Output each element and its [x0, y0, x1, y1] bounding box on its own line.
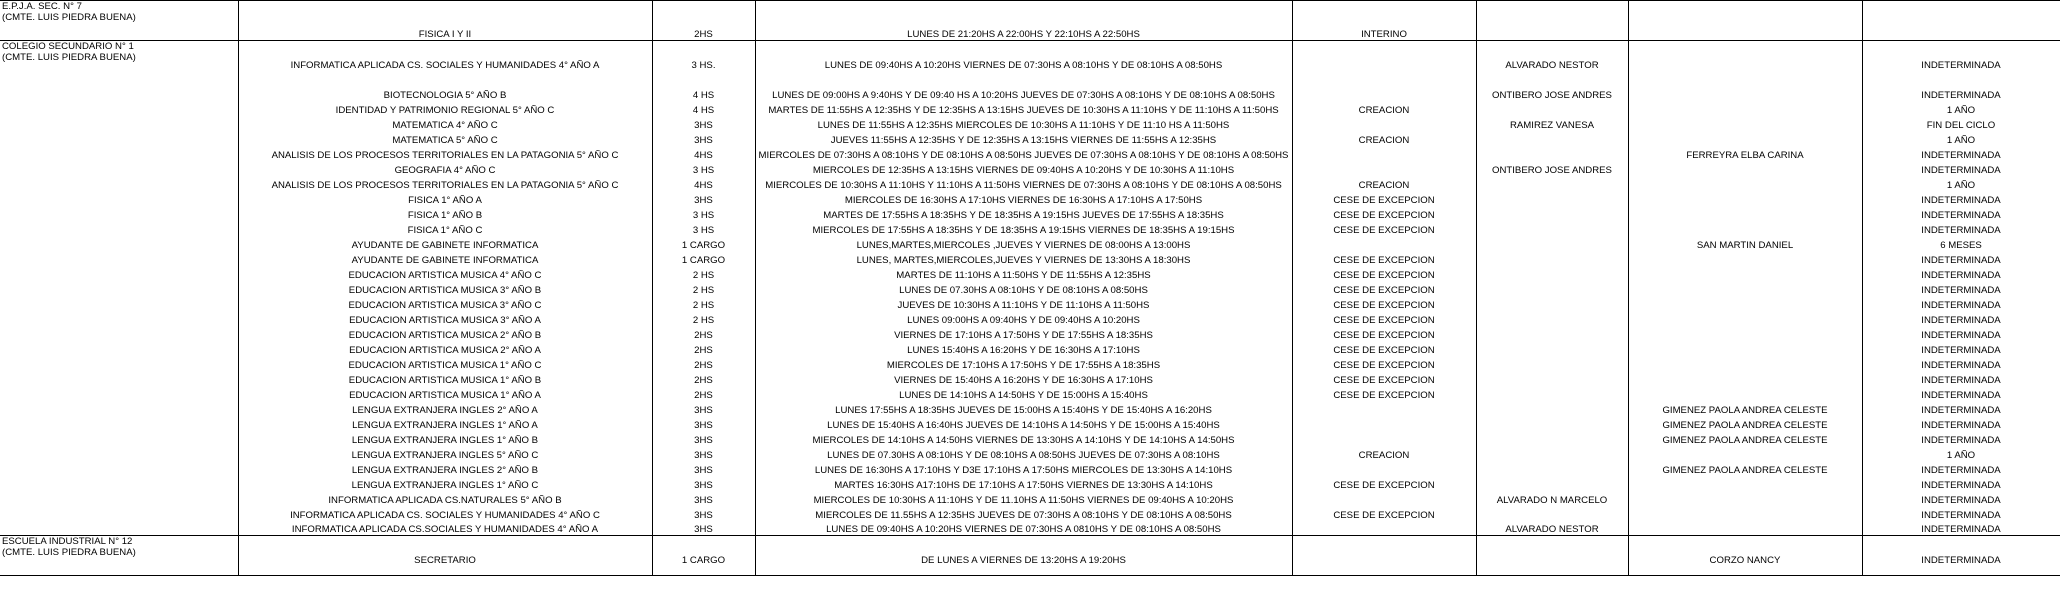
hours-cell: 2HS: [694, 374, 713, 386]
term-cell: 1 AÑO: [1946, 179, 1976, 191]
teacher-cell: [1476, 446, 1628, 461]
subject-cell: EDUCACION ARTISTICA MUSICA 1° AÑO A: [349, 389, 541, 401]
school-name-line: (CMTE. LUIS PIEDRA BUENA): [2, 12, 136, 23]
schedule-cell: MIERCOLES DE 16:30HS A 17:10HS VIERNES DE 16:30HS A 17:10HS A 17:50HS: [844, 194, 1203, 206]
table-row: [0, 491, 2060, 506]
situation-cell: CESE DE EXCEPCION: [1333, 224, 1435, 236]
subject-cell: INFORMATICA APLICADA CS.SOCIALES Y HUMANIDADES 4° AÑO A: [291, 524, 599, 535]
hours-cell: 2 HS: [692, 284, 715, 296]
subject-cell: ANALISIS DE LOS PROCESOS TERRITORIALES EN LA PATAGONIA 5° AÑO C: [271, 179, 619, 191]
teacher-cell: [1476, 266, 1628, 281]
subject-cell: INFORMATICA APLICADA CS. SOCIALES Y HUMANIDADES 4° AÑO C: [290, 509, 600, 521]
teacher-alt-cell: [1628, 206, 1862, 221]
teacher-alt-cell: [1628, 131, 1862, 146]
term-cell: INDETERMINADA: [1921, 149, 2001, 161]
term-cell: 1 AÑO: [1946, 104, 1976, 116]
situation-cell: [1292, 416, 1476, 431]
term-cell: INDETERMINADA: [1921, 254, 2001, 266]
term-cell: INDETERMINADA: [1921, 404, 2001, 416]
subject-cell: LENGUA EXTRANJERA INGLES 5° AÑO C: [351, 449, 539, 461]
term-cell: INDETERMINADA: [1921, 434, 2001, 446]
situation-cell: CESE DE EXCEPCION: [1333, 194, 1435, 206]
situation-cell: [1292, 491, 1476, 506]
subject-cell: INFORMATICA APLICADA CS. SOCIALES Y HUMANIDADES 4° AÑO A: [238, 41, 652, 71]
table-row: [0, 311, 2060, 326]
subject-cell: LENGUA EXTRANJERA INGLES 1° AÑO B: [351, 434, 539, 446]
situation-cell: CESE DE EXCEPCION: [1333, 344, 1435, 356]
table-row: [0, 206, 2060, 221]
schedule-cell: LUNES 09:00HS A 09:40HS Y DE 09:40HS A 10:20HS: [907, 314, 1140, 326]
column-divider: [1628, 0, 1629, 575]
teacher-cell: [1476, 431, 1628, 446]
hours-cell: 3HS: [694, 404, 713, 416]
subject-cell: MATEMATICA 5° AÑO C: [392, 134, 498, 146]
teacher-alt-cell: GIMENEZ PAOLA ANDREA CELESTE: [1662, 464, 1828, 476]
teacher-alt-cell: [1628, 296, 1862, 311]
table-bottom-border: [0, 575, 2060, 576]
subject-cell: EDUCACION ARTISTICA MUSICA 3° AÑO B: [348, 284, 542, 296]
term-cell: INDETERMINADA: [1921, 509, 2001, 521]
table-row: [0, 101, 2060, 116]
hours-cell: 3HS: [694, 494, 713, 506]
teacher-cell: [1476, 296, 1628, 311]
situation-cell: CREACION: [1358, 449, 1410, 461]
term-cell: INDETERMINADA: [1921, 314, 2001, 326]
teacher-alt-cell: [1628, 221, 1862, 236]
subject-cell: LENGUA EXTRANJERA INGLES 2° AÑO A: [352, 404, 538, 416]
hours-cell: 3HS: [694, 119, 713, 131]
subject-cell: BIOTECNOLOGIA 5° AÑO B: [383, 89, 507, 101]
term-cell: INDETERMINADA: [1921, 269, 2001, 281]
teacher-cell: ONTIBERO JOSE ANDRES: [1492, 164, 1612, 176]
schedule-cell: JUEVES 11:55HS A 12:35HS Y DE 12:35HS A 13:15HS VIERNES DE 11:55HS A 12:35HS: [830, 134, 1217, 146]
hours-cell: 2 HS: [692, 314, 715, 326]
subject-cell: EDUCACION ARTISTICA MUSICA 2° AÑO B: [348, 329, 542, 341]
teacher-alt-cell: [1628, 326, 1862, 341]
schedule-cell: VIERNES DE 15:40HS A 16:20HS Y DE 16:30HS A 17:10HS: [894, 374, 1153, 386]
schedule-cell: LUNES DE 11:55HS A 12:35HS MIERCOLES DE 10:30HS A 11:10HS Y DE 11:10 HS A 11:50HS: [817, 119, 1230, 131]
situation-cell: [1292, 521, 1476, 536]
teacher-cell: [1476, 236, 1628, 251]
teacher-alt-cell: [1628, 356, 1862, 371]
teacher-alt-cell: [1628, 266, 1862, 281]
table-row: [0, 401, 2060, 416]
table-row: [0, 416, 2060, 431]
table-row: [0, 431, 2060, 446]
teacher-alt-cell: [1628, 476, 1862, 491]
table-row: [0, 1, 2060, 41]
teacher-cell: [1476, 281, 1628, 296]
subject-cell: MATEMATICA 4° AÑO C: [392, 119, 498, 131]
teacher-cell: [1476, 191, 1628, 206]
term-cell: 1 AÑO: [1946, 134, 1976, 146]
teacher-alt-cell: [1628, 41, 1862, 71]
table-row: [0, 461, 2060, 476]
term-cell: INDETERMINADA: [1921, 419, 2001, 431]
teacher-alt-cell: [1628, 191, 1862, 206]
schedule-cell: LUNES DE 16:30HS A 17:10HS Y D3E 17:10HS A 17:50HS MIERCOLES DE 13:30HS A 14:10HS: [814, 464, 1233, 476]
hours-cell: 3HS: [694, 479, 713, 491]
situation-cell: CREACION: [1358, 134, 1410, 146]
table-row: [0, 281, 2060, 296]
schedule-cell: MIERCOLES DE 17:55HS A 18:35HS Y DE 18:35HS A 19:15HS VIERNES DE 18:35HS A 19:15HS: [812, 224, 1235, 236]
term-cell: 1 AÑO: [1946, 449, 1976, 461]
situation-cell: CESE DE EXCEPCION: [1333, 374, 1435, 386]
situation-cell: CESE DE EXCEPCION: [1333, 284, 1435, 296]
column-divider: [1292, 0, 1293, 575]
schedule-cell: MARTES DE 17:55HS A 18:35HS Y DE 18:35HS A 19:15HS JUEVES DE 17:55HS A 18:35HS: [823, 209, 1224, 221]
hours-cell: 3 HS: [692, 164, 715, 176]
table-row: [0, 146, 2060, 161]
table-row: [0, 41, 2060, 71]
teacher-alt-cell: [1628, 371, 1862, 386]
subject-cell: GEOGRAFIA 4° AÑO C: [394, 164, 496, 176]
subject-cell: EDUCACION ARTISTICA MUSICA 4° AÑO C: [348, 269, 542, 281]
teacher-cell: [1476, 221, 1628, 236]
school-name-line: (CMTE. LUIS PIEDRA BUENA): [2, 547, 136, 558]
table-row: [0, 506, 2060, 521]
teacher-cell: [1476, 356, 1628, 371]
teacher-alt-cell: [1628, 311, 1862, 326]
schedule-cell: LUNES DE 09:40HS A 10:20HS VIERNES DE 07:30HS A 08:10HS Y DE 08:10HS A 08:50HS: [755, 41, 1292, 71]
situation-cell: CESE DE EXCEPCION: [1333, 314, 1435, 326]
schedule-cell: MIERCOLES DE 07:30HS A 08:10HS Y DE 08:10HS A 08:50HS JUEVES DE 07:30HS A 08:10HS Y DE 08:10HS A 08:50HS: [758, 149, 1289, 161]
situation-cell: INTERINO: [1292, 1, 1476, 41]
hours-cell: 4HS: [694, 149, 713, 161]
table-row: [0, 356, 2060, 371]
teacher-alt-cell: [1628, 251, 1862, 266]
situation-cell: CESE DE EXCEPCION: [1333, 329, 1435, 341]
schedule-cell: MIERCOLES DE 17:10HS A 17:50HS Y DE 17:55HS A 18:35HS: [886, 359, 1161, 371]
situation-cell: CESE DE EXCEPCION: [1333, 254, 1435, 266]
subject-cell: AYUDANTE DE GABINETE INFORMATICA: [351, 239, 539, 251]
term-cell: INDETERMINADA: [1862, 536, 2060, 566]
teacher-alt-cell: GIMENEZ PAOLA ANDREA CELESTE: [1662, 419, 1828, 431]
hours-cell: 3HS: [694, 524, 713, 535]
situation-cell: [1292, 116, 1476, 131]
teacher-alt-cell: [1628, 341, 1862, 356]
situation-cell: [1292, 236, 1476, 251]
teacher-alt-cell: [1628, 101, 1862, 116]
term-cell: INDETERMINADA: [1921, 284, 2001, 296]
subject-cell: FISICA I Y II: [238, 1, 652, 41]
hours-cell: 2HS: [694, 329, 713, 341]
term-cell: FIN DEL CICLO: [1926, 119, 1996, 131]
teacher-cell: [1476, 176, 1628, 191]
subject-cell: SECRETARIO: [238, 536, 652, 566]
subject-cell: LENGUA EXTRANJERA INGLES 2° AÑO B: [351, 464, 539, 476]
subject-cell: FISICA 1° AÑO A: [408, 194, 482, 206]
hours-cell: 1 CARGO: [681, 254, 726, 266]
school-name-cell: [0, 41, 238, 536]
teacher-alt-cell: [1628, 116, 1862, 131]
schedule-cell: MIERCOLES DE 10:30HS A 11:10HS Y DE 11.10HS A 11:50HS VIERNES DE 09:40HS A 10:20HS: [813, 494, 1234, 506]
teacher-cell: [1476, 371, 1628, 386]
subject-cell: FISICA 1° AÑO C: [407, 224, 483, 236]
subject-cell: FISICA 1° AÑO B: [407, 209, 483, 221]
term-cell: INDETERMINADA: [1921, 89, 2001, 101]
situation-cell: [1292, 71, 1476, 101]
teacher-cell: [1476, 131, 1628, 146]
term-cell: INDETERMINADA: [1921, 164, 2001, 176]
term-cell: [1862, 1, 2060, 41]
schedule-cell: MIERCOLES DE 14:10HS A 14:50HS VIERNES DE 13:30HS A 14:10HS Y DE 14:10HS A 14:50HS: [812, 434, 1235, 446]
teacher-alt-cell: [1628, 176, 1862, 191]
term-cell: INDETERMINADA: [1921, 359, 2001, 371]
table-row: [0, 476, 2060, 491]
hours-cell: 3HS: [694, 134, 713, 146]
teacher-alt-cell: FERREYRA ELBA CARINA: [1686, 149, 1804, 161]
table-row: [0, 386, 2060, 401]
term-cell: INDETERMINADA: [1921, 224, 2001, 236]
teacher-alt-cell: GIMENEZ PAOLA ANDREA CELESTE: [1662, 434, 1828, 446]
school-name-cell: [0, 536, 238, 566]
school-name-cell: [0, 1, 238, 41]
schedule-cell: JUEVES DE 10:30HS A 11:10HS Y DE 11:10HS A 11:50HS: [897, 299, 1150, 311]
teacher-alt-cell: [1628, 386, 1862, 401]
table-row: [0, 236, 2060, 251]
hours-cell: 1 CARGO: [681, 239, 726, 251]
teacher-alt-cell: GIMENEZ PAOLA ANDREA CELESTE: [1662, 404, 1828, 416]
table-row: [0, 191, 2060, 206]
schedule-cell: MARTES DE 11:10HS A 11:50HS Y DE 11:55HS A 12:35HS: [896, 269, 1151, 281]
teacher-cell: [1476, 251, 1628, 266]
column-divider: [1862, 0, 1863, 575]
table-row: [0, 446, 2060, 461]
term-cell: INDETERMINADA: [1921, 524, 2001, 535]
teacher-cell: [1476, 416, 1628, 431]
situation-cell: [1292, 146, 1476, 161]
teacher-alt-cell: [1628, 71, 1862, 101]
schedule-cell: LUNES DE 07.30HS A 08:10HS Y DE 08:10HS A 08:50HS JUEVES DE 07:30HS A 08:10HS: [827, 449, 1220, 461]
subject-cell: EDUCACION ARTISTICA MUSICA 3° AÑO C: [348, 299, 542, 311]
teacher-cell: [1476, 386, 1628, 401]
situation-cell: [1292, 536, 1476, 566]
term-cell: INDETERMINADA: [1921, 479, 2001, 491]
teacher-cell: [1476, 401, 1628, 416]
column-divider: [238, 0, 239, 575]
schedule-cell: LUNES DE 09:00HS A 9:40HS Y DE 09:40 HS A 10:20HS JUEVES DE 07:30HS A 08:10HS Y DE 08:10HS A 08:50HS: [772, 89, 1275, 101]
subject-cell: LENGUA EXTRANJERA INGLES 1° AÑO C: [351, 479, 539, 491]
teacher-cell: [1476, 476, 1628, 491]
teacher-cell: [1476, 101, 1628, 116]
teacher-cell: [1476, 506, 1628, 521]
hours-cell: 2HS: [652, 1, 755, 41]
schedule-cell: LUNES DE 21:20HS A 22:00HS Y 22:10HS A 22:50HS: [755, 1, 1292, 41]
subject-cell: EDUCACION ARTISTICA MUSICA 1° AÑO C: [348, 359, 542, 371]
teacher-cell: ALVARADO NESTOR: [1505, 524, 1599, 535]
term-cell: INDETERMINADA: [1862, 41, 2060, 71]
hours-cell: 2 HS: [692, 299, 715, 311]
schedule-cell: LUNES,MARTES,MIERCOLES ,JUEVES Y VIERNES DE 08:00HS A 13:00HS: [856, 239, 1191, 251]
schedule-cell: LUNES, MARTES,MIERCOLES,JUEVES Y VIERNES DE 13:30HS A 18:30HS: [856, 254, 1191, 266]
school-name-line: ESCUELA INDUSTRIAL N° 12: [2, 536, 133, 547]
table-row: [0, 161, 2060, 176]
teacher-alt-cell: [1628, 521, 1862, 536]
teacher-cell: [1476, 341, 1628, 356]
teacher-cell: RAMIREZ VANESA: [1509, 119, 1595, 131]
teacher-alt-cell: [1628, 161, 1862, 176]
schedule-cell: LUNES DE 07.30HS A 08:10HS Y DE 08:10HS A 08:50HS: [899, 284, 1148, 296]
teacher-cell: [1476, 146, 1628, 161]
teacher-alt-cell: SAN MARTIN DANIEL: [1696, 239, 1794, 251]
table-row: [0, 341, 2060, 356]
table-row: [0, 536, 2060, 566]
schedule-cell: LUNES DE 09:40HS A 10:20HS VIERNES DE 07:30HS A 0810HS Y DE 08:10HS A 08:50HS: [826, 524, 1221, 535]
hours-cell: 3HS: [694, 419, 713, 431]
teacher-cell: [1476, 206, 1628, 221]
situation-cell: [1292, 461, 1476, 476]
schedule-cell: VIERNES DE 17:10HS A 17:50HS Y DE 17:55HS A 18:35HS: [894, 329, 1153, 341]
hours-cell: 2HS: [694, 359, 713, 371]
situation-cell: [1292, 401, 1476, 416]
hours-cell: 3 HS: [692, 209, 715, 221]
term-cell: INDETERMINADA: [1921, 299, 2001, 311]
hours-cell: 3HS: [694, 194, 713, 206]
hours-cell: 2HS: [694, 389, 713, 401]
subject-cell: ANALISIS DE LOS PROCESOS TERRITORIALES EN LA PATAGONIA 5° AÑO C: [271, 149, 619, 161]
school-name-line: (CMTE. LUIS PIEDRA BUENA): [2, 52, 136, 63]
table-row: [0, 266, 2060, 281]
table-row: [0, 131, 2060, 146]
situation-cell: CESE DE EXCEPCION: [1333, 209, 1435, 221]
table-row: [0, 221, 2060, 236]
situation-cell: CESE DE EXCEPCION: [1333, 389, 1435, 401]
schedule-cell: LUNES 17:55HS A 18:35HS JUEVES DE 15:00HS A 15:40HS Y DE 15:40HS A 16:20HS: [835, 404, 1212, 416]
hours-cell: 3HS: [694, 509, 713, 521]
situation-cell: CREACION: [1358, 179, 1410, 191]
teacher-cell: [1476, 461, 1628, 476]
subject-cell: EDUCACION ARTISTICA MUSICA 3° AÑO A: [349, 314, 541, 326]
situation-cell: CESE DE EXCEPCION: [1333, 269, 1435, 281]
teacher-alt-cell: [1628, 491, 1862, 506]
term-cell: 6 MESES: [1940, 239, 1982, 251]
table-row: [0, 251, 2060, 266]
schedule-cell: MIERCOLES DE 10:30HS A 11:10HS Y 11:10HS A 11:50HS VIERNES DE 07:30HS A 08:10HS Y DE 08:10HS A 08:50HS: [765, 179, 1282, 191]
subject-cell: IDENTIDAD Y PATRIMONIO REGIONAL 5° AÑO C: [335, 104, 555, 116]
hours-cell: 3 HS.: [652, 41, 755, 71]
schedule-cell: DE LUNES A VIERNES DE 13:20HS A 19:20HS: [755, 536, 1292, 566]
teacher-alt-cell: [1628, 281, 1862, 296]
term-cell: INDETERMINADA: [1921, 329, 2001, 341]
hours-cell: 3HS: [694, 434, 713, 446]
teacher-cell: ALVARADO N MARCELO: [1496, 494, 1608, 506]
situation-cell: [1292, 161, 1476, 176]
subject-cell: EDUCACION ARTISTICA MUSICA 1° AÑO B: [348, 374, 542, 386]
situation-cell: [1292, 41, 1476, 71]
term-cell: INDETERMINADA: [1921, 494, 2001, 506]
hours-cell: 4 HS: [692, 104, 715, 116]
hours-cell: 2 HS: [692, 269, 715, 281]
situation-cell: CESE DE EXCEPCION: [1333, 509, 1435, 521]
situation-cell: CESE DE EXCEPCION: [1333, 359, 1435, 371]
column-divider: [1476, 0, 1477, 575]
subject-cell: AYUDANTE DE GABINETE INFORMATICA: [351, 254, 539, 266]
schedule-cell: LUNES DE 15:40HS A 16:40HS JUEVES DE 14:10HS A 14:50HS Y DE 15:00HS A 15:40HS: [827, 419, 1220, 431]
hours-cell: 1 CARGO: [652, 536, 755, 566]
situation-cell: [1292, 431, 1476, 446]
term-cell: INDETERMINADA: [1921, 209, 2001, 221]
teacher-alt-cell: [1628, 446, 1862, 461]
subject-cell: LENGUA EXTRANJERA INGLES 1° AÑO A: [352, 419, 538, 431]
column-divider: [755, 0, 756, 575]
schedule-cell: MARTES DE 11:55HS A 12:35HS Y DE 12:35HS A 13:15HS JUEVES DE 10:30HS A 11:10HS Y DE 11:10HS A 11:50HS: [768, 104, 1279, 116]
hours-cell: 3HS: [694, 464, 713, 476]
hours-cell: 2HS: [694, 344, 713, 356]
hours-cell: 3HS: [694, 449, 713, 461]
table-row: [0, 521, 2060, 536]
schedule-cell: LUNES DE 14:10HS A 14:50HS Y DE 15:00HS A 15:40HS: [899, 389, 1148, 401]
teacher-cell: ALVARADO NESTOR: [1476, 41, 1628, 71]
column-divider: [652, 0, 653, 575]
teacher-cell: [1476, 311, 1628, 326]
hours-cell: 4HS: [694, 179, 713, 191]
situation-cell: CESE DE EXCEPCION: [1333, 299, 1435, 311]
table-row: [0, 371, 2060, 386]
subject-cell: EDUCACION ARTISTICA MUSICA 2° AÑO A: [349, 344, 541, 356]
school-name-line: E.P.J.A. SEC. N° 7: [2, 1, 82, 12]
table-row: [0, 326, 2060, 341]
term-cell: INDETERMINADA: [1921, 464, 2001, 476]
teacher-alt-cell: [1628, 1, 1862, 41]
term-cell: INDETERMINADA: [1921, 389, 2001, 401]
schedule-cell: MARTES 16:30HS A17:10HS DE 17:10HS A 17:50HS VIERNES DE 13:30HS A 14:10HS: [834, 479, 1213, 491]
subject-cell: INFORMATICA APLICADA CS.NATURALES 5° AÑO B: [328, 494, 562, 506]
hours-cell: 3 HS: [692, 224, 715, 236]
teacher-alt-cell: CORZO NANCY: [1628, 536, 1862, 566]
teacher-cell: ONTIBERO JOSE ANDRES: [1492, 89, 1612, 101]
hours-cell: 4 HS: [692, 89, 715, 101]
schedule-cell: MIERCOLES DE 11.55HS A 12:35HS JUEVES DE 07:30HS A 08:10HS Y DE 08:10HS A 08:50HS: [815, 509, 1232, 521]
table-row: [0, 176, 2060, 191]
teacher-cell: [1476, 326, 1628, 341]
situation-cell: CESE DE EXCEPCION: [1333, 479, 1435, 491]
table-row: [0, 71, 2060, 101]
schedule-cell: LUNES 15:40HS A 16:20HS Y DE 16:30HS A 17:10HS: [907, 344, 1140, 356]
teacher-alt-cell: [1628, 506, 1862, 521]
situation-cell: CREACION: [1358, 104, 1410, 116]
term-cell: INDETERMINADA: [1921, 194, 2001, 206]
term-cell: INDETERMINADA: [1921, 344, 2001, 356]
schedule-cell: MIERCOLES DE 12:35HS A 13:15HS VIERNES DE 09:40HS A 10:20HS Y DE 10:30HS A 11:10HS: [812, 164, 1235, 176]
teacher-cell: [1476, 1, 1628, 41]
term-cell: INDETERMINADA: [1921, 374, 2001, 386]
teacher-cell: [1476, 536, 1628, 566]
table-row: [0, 296, 2060, 311]
school-name-line: COLEGIO SECUNDARIO N° 1: [2, 41, 134, 52]
table-row: [0, 116, 2060, 131]
